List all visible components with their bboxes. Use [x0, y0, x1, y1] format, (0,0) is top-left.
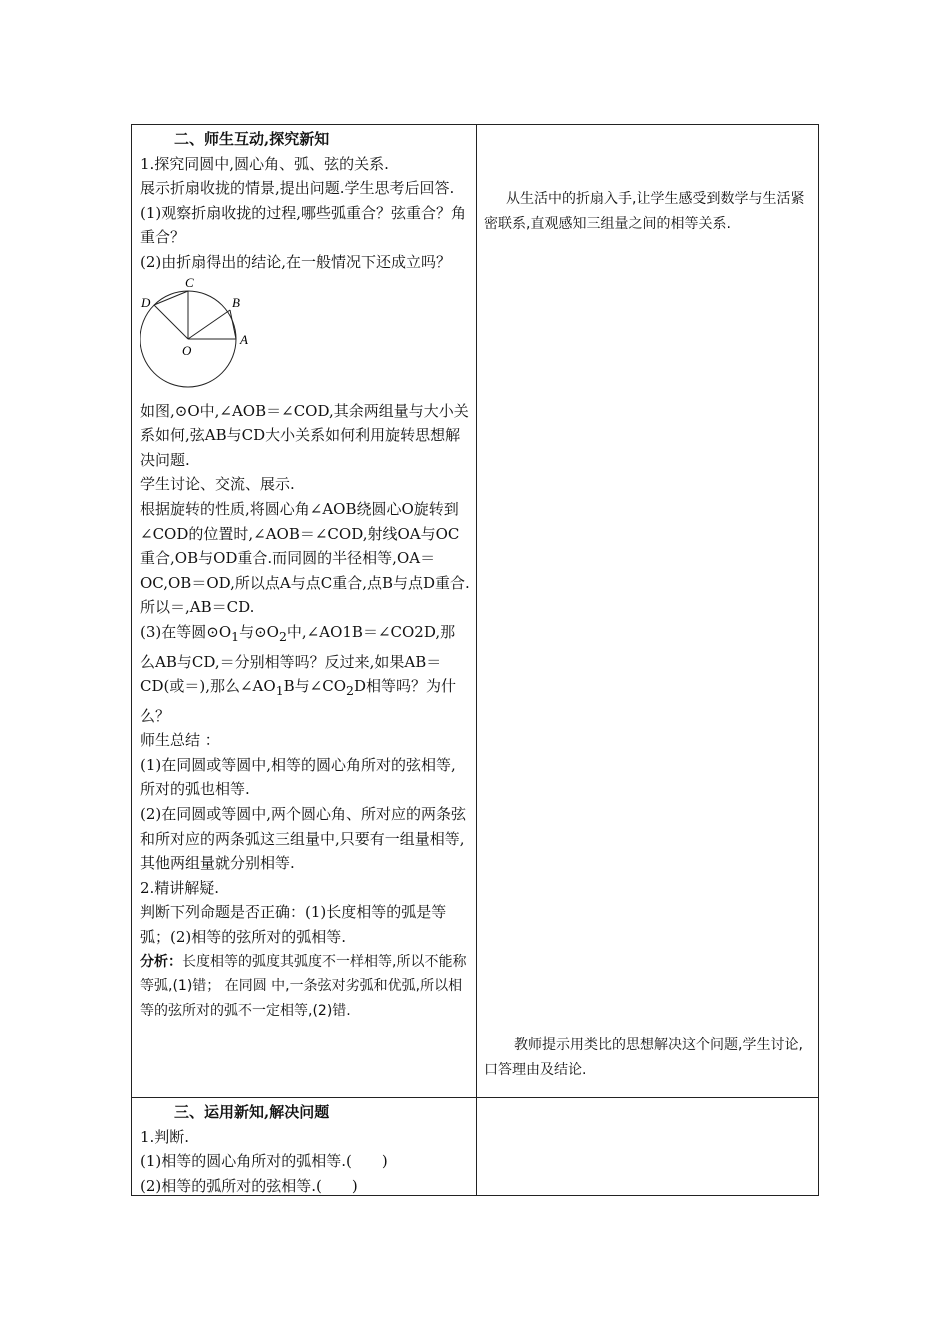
- section2-line: (2)由折扇得出的结论,在一般情况下还成立吗？: [140, 252, 452, 271]
- design-note-1: 从生活中的折扇入手,让学生感受到数学与生活紧密联系,直观感知三组量之间的相等关系.: [484, 191, 805, 232]
- section2-cell: [140, 127, 470, 1023]
- lesson-table: [131, 124, 819, 1196]
- section3-line: 1.判断.: [140, 1127, 190, 1146]
- summary-line: (1)在同圆或等圆中,相等的圆心角所对的弦相等,所对的弧也相等.: [140, 755, 456, 799]
- section2-line: 如图,⊙O中,∠AOB＝∠COD,其余两组量与大小关系如何,弦AB与CD大小关系如何利用旋转思想解决问题.: [140, 401, 469, 469]
- section2-line: 学生讨论、交流、展示.: [140, 475, 295, 494]
- circle-figure: [140, 277, 270, 395]
- label-o: O: [182, 342, 192, 358]
- section3-cell: [140, 1100, 470, 1198]
- column-divider: [476, 125, 477, 1195]
- chord-cd: [154, 291, 188, 305]
- label-c: C: [185, 276, 194, 290]
- summary-line: 2.精讲解疑.: [140, 878, 220, 897]
- radius-ob: [188, 310, 230, 339]
- section2-line: 1.探究同圆中,圆心角、弧、弦的关系.: [140, 154, 389, 173]
- label-b: B: [232, 294, 240, 310]
- label-d: D: [141, 294, 151, 310]
- section2-line: 根据旋转的性质,将圆心角∠AOB绕圆心O旋转到∠COD的位置时,∠AOB＝∠COD,射线OA与OC重合,OB与OD重合.而同圆的半径相等,OA＝OC,OB＝OD,所以点A与点C重合,点B与点D重合.所以＝,AB＝CD.: [140, 499, 470, 617]
- summary-line: (2)在同圆或等圆中,两个圆心角、所对应的两条弦和所对应的两条弧这三组量中,只要有一组量相等,其他两组量就分别相等.: [140, 805, 467, 873]
- row-divider: [132, 1097, 818, 1098]
- question-3: (3)在等圆$⊙O_1$与$⊙O_2$中,∠AO1B＝∠CO2D,那么AB与CD,＝分别相等吗？反过来,如果AB＝CD(或＝),那么$\angle AO_1B$与$\angle CO_2D$相等吗？为什么？: [140, 622, 456, 725]
- section3-heading: 三、运用新知,解决问题: [174, 1103, 330, 1121]
- summary-line: 判断下列命题是否正确：(1)长度相等的弧是等弧；(2)相等的弦所对的弧相等.: [140, 903, 447, 947]
- label-a: A: [240, 331, 248, 347]
- chord-ab: [230, 310, 236, 339]
- radius-od: [154, 305, 188, 339]
- analysis-label: 分析：: [140, 953, 182, 970]
- section2-line: (1)观察折扇收拢的过程,哪些弧重合？弦重合？角重合？: [140, 203, 467, 247]
- section2-heading: 二、师生互动,探究新知: [174, 130, 330, 148]
- section3-line: (1)相等的圆心角所对的弧相等.( ): [140, 1152, 388, 1171]
- analysis: [140, 950, 470, 1024]
- design-note-2: 教师提示用类比的思想解决这个问题,学生讨论,口答理由及结论.: [484, 1037, 803, 1078]
- section3-line: (2)相等的弧所对的弦相等.( ): [140, 1176, 358, 1195]
- summary-line: 师生总结 ：: [140, 731, 220, 750]
- analysis-text: 长度相等的弧度其弧度不一样相等,所以不能称等弧,(1)错； 在同圆 中,一条弦对劣弧和优弧,所以相等的弦所对的弧不一定相等,(2)错.: [140, 953, 467, 1019]
- section2-line: 展示折扇收拢的情景,提出问题.学生思考后回答.: [140, 179, 455, 198]
